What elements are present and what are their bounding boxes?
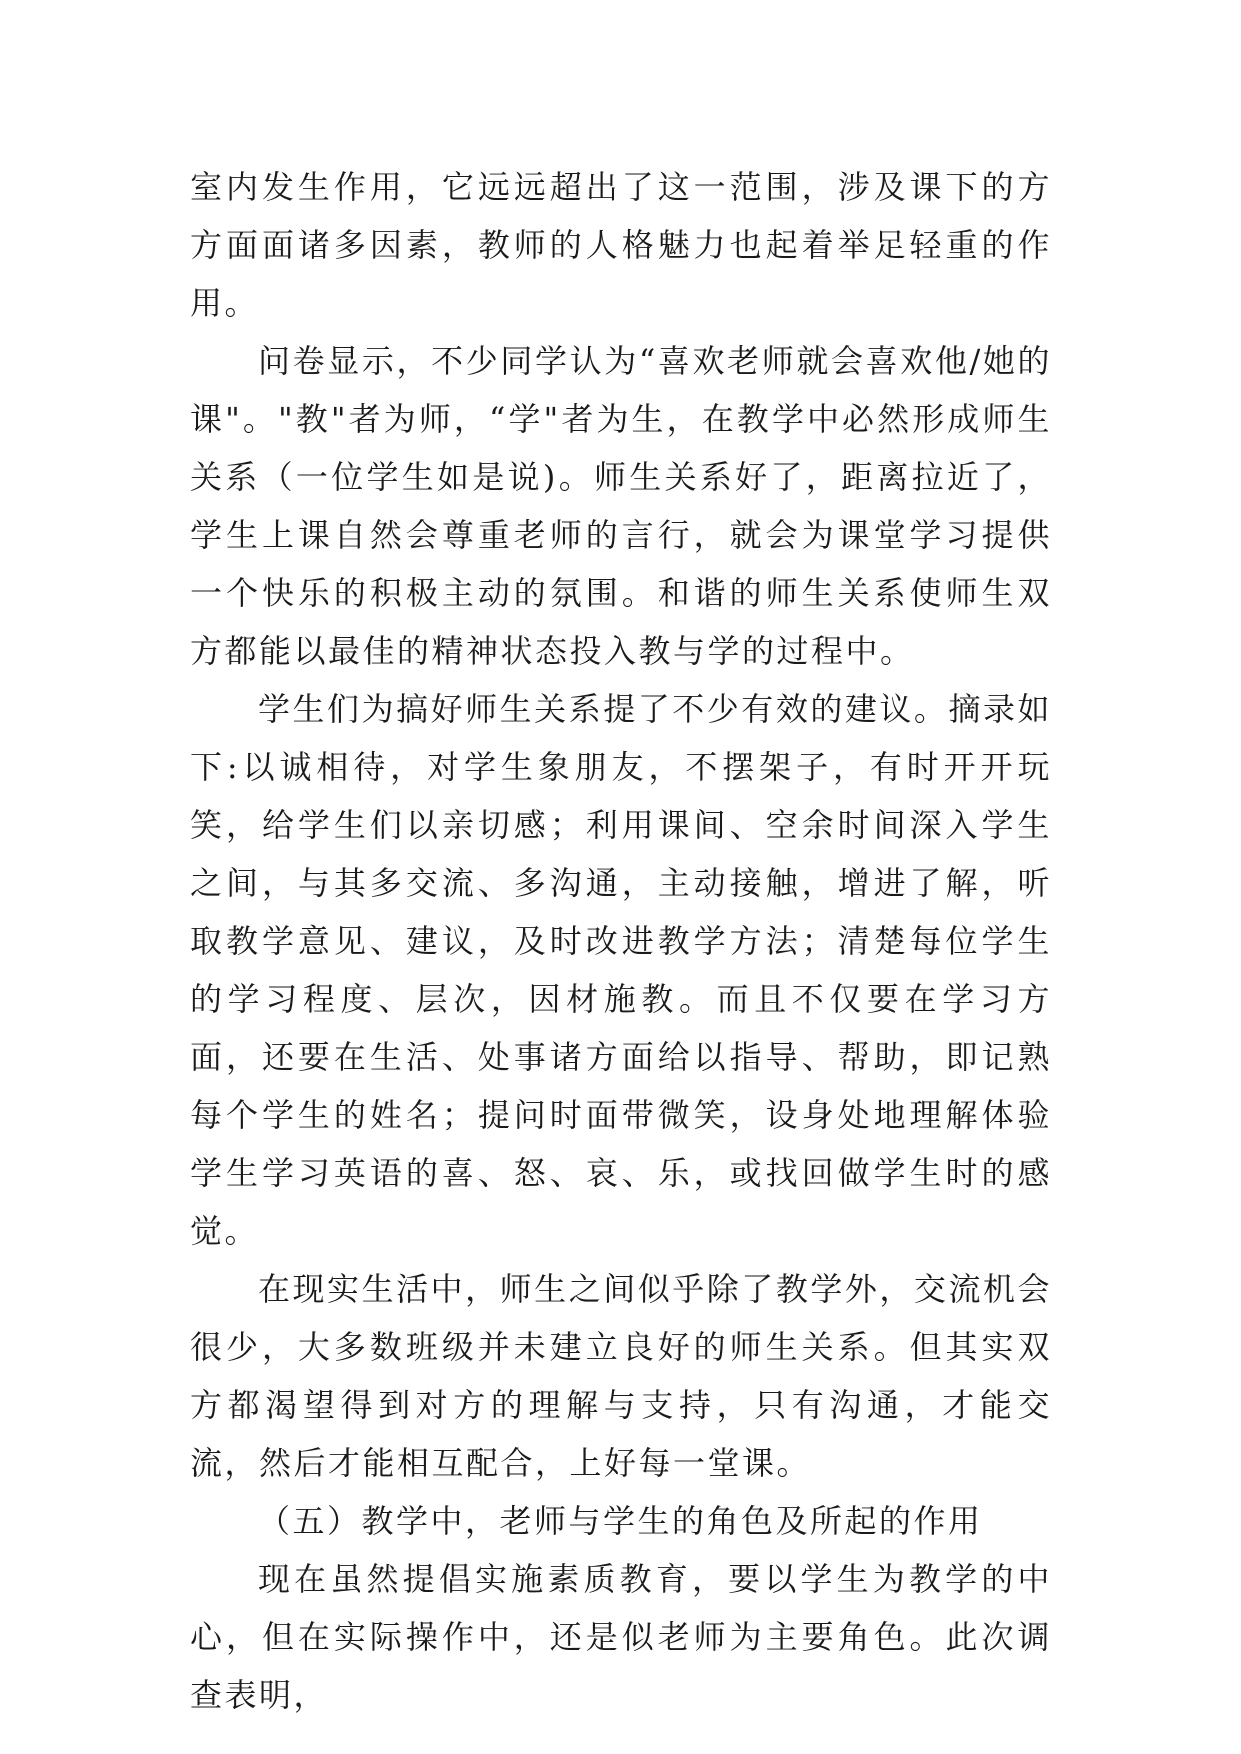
closing-paragraph: 现在虽然提倡实施素质教育，要以学生为教学的中心，但在实际操作中，还是似老师为主要角色。此次调查表明， bbox=[190, 1560, 1052, 1714]
paragraph-3: 学生们为搞好师生关系提了不少有效的建议。摘录如下:以诚相待，对学生象朋友，不摆架子，有时开开玩笑，给学生们以亲切感；利用课间、空余时间深入学生之间，与其多交流、多沟通，主动接触，增进了解，听取教学意见、建议，及时改进教学方法；清楚每位学生的学习程度、层次，因材施教。而且不仅要在学习方面，还要在生活、处事诸方面给以指导、帮助，即记熟每个学生的姓名；提问时面带微笑，设身处地理解体验学生学习英语的喜、怒、哀、乐，或找回做学生时的感觉。 bbox=[190, 690, 1052, 1250]
body-text bbox=[190, 158, 1052, 1724]
paragraph-1: 室内发生作用，它远远超出了这一范围，涉及课下的方方面面诸多因素，教师的人格魅力也起着举足轻重的作用。 bbox=[190, 168, 1052, 322]
paragraph-2: 问卷显示，不少同学认为“喜欢老师就会喜欢他/她的课"。"教"者为师，“学"者为生，在教学中必然形成师生关系（一位学生如是说)。师生关系好了，距离拉近了，学生上课自然会尊重老师的言行，就会为课堂学习提供一个快乐的积极主动的氛围。和谐的师生关系使师生双方都能以最佳的精神状态投入教与学的过程中。 bbox=[190, 342, 1052, 670]
section-heading: （五）教学中，老师与学生的角色及所起的作用 bbox=[258, 1502, 983, 1540]
paragraph-4: 在现实生活中，师生之间似乎除了教学外，交流机会很少，大多数班级并未建立良好的师生关系。但其实双方都渴望得到对方的理解与支持，只有沟通，才能交流，然后才能相互配合，上好每一堂课。 bbox=[190, 1270, 1052, 1482]
